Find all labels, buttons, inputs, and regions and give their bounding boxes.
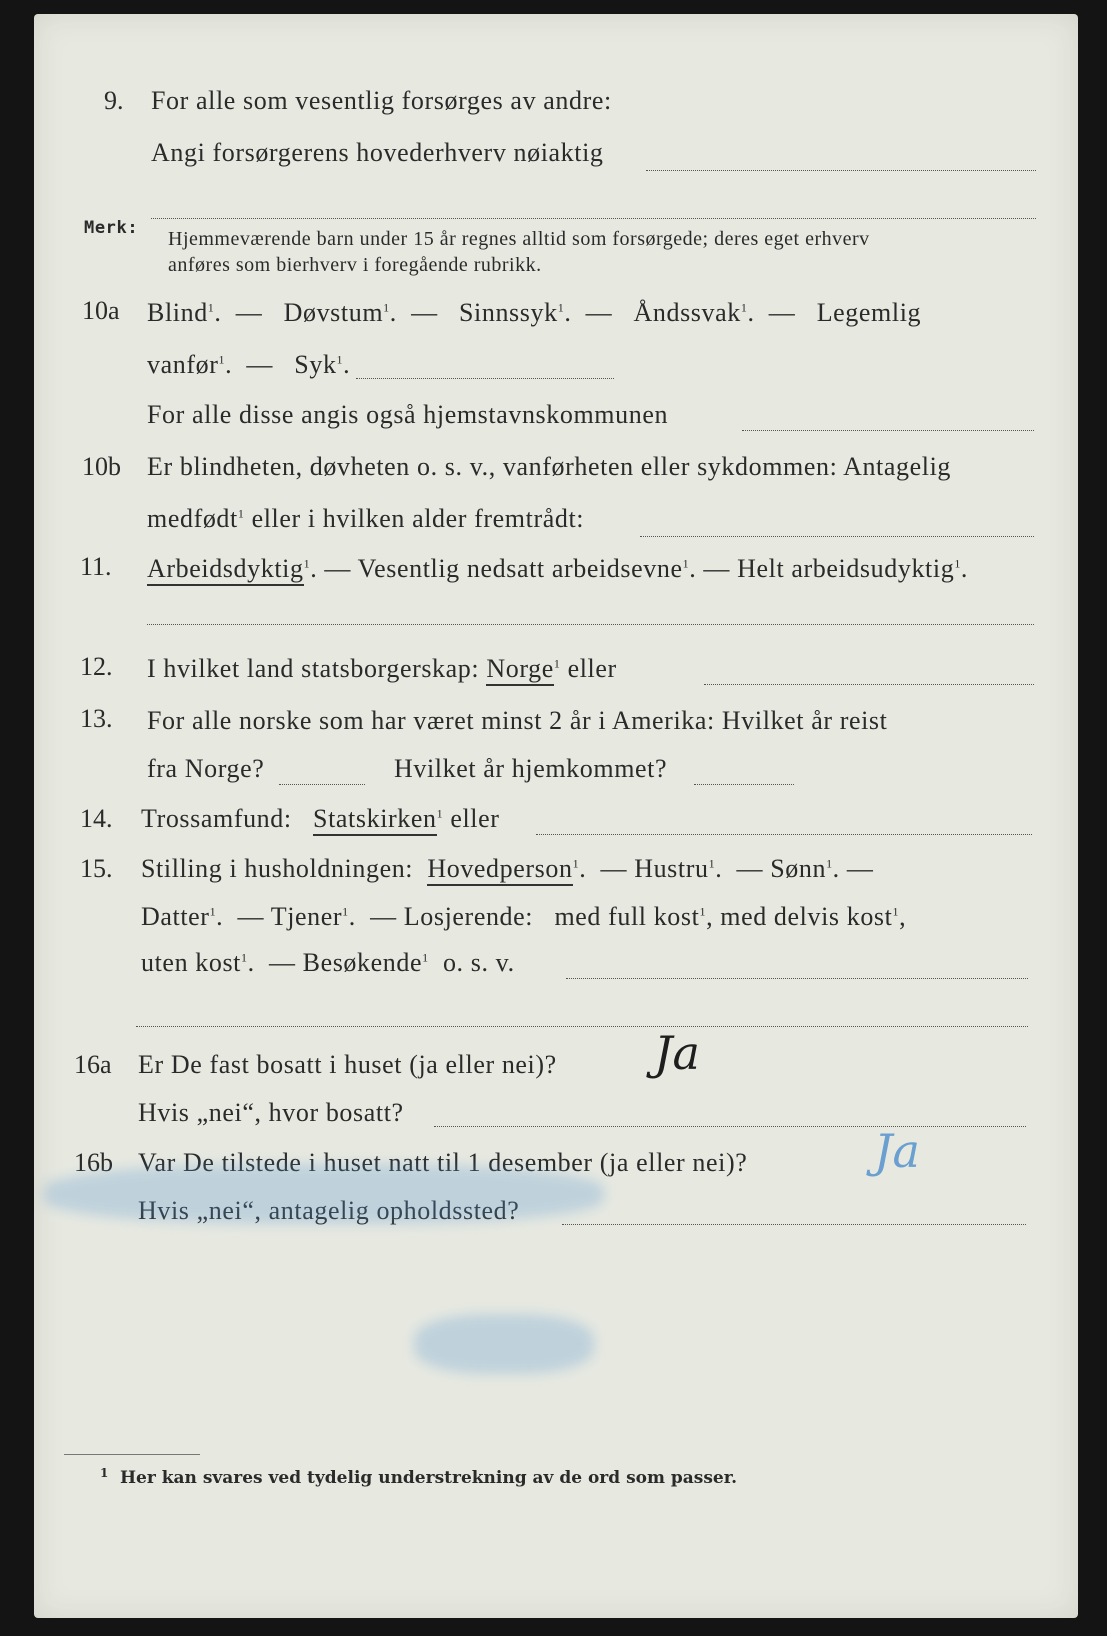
footnote-mark: 1 <box>100 1466 109 1480</box>
opt-sinnssyk[interactable]: Sinnssyk <box>458 298 558 327</box>
q9-line2: Angi forsørgerens hovederhverv nøiaktig <box>151 138 604 167</box>
opt-full-kost[interactable]: med full kost <box>554 902 700 931</box>
opt-hovedperson-underlined[interactable]: Hovedperson <box>427 854 572 886</box>
q13-line1: For alle norske som har været minst 2 år i Amerika: Hvilket år reist <box>147 706 888 735</box>
q16a-number: 16a <box>74 1050 112 1079</box>
q15-line2: Datter$^1$. — Tjener$^1$. — Losjerende: med full kost$^1$, med delvis kost$^1$, <box>141 902 907 931</box>
q13-hjem: Hvilket år hjemkommet? <box>394 754 668 783</box>
q16a-answer-line[interactable] <box>434 1126 1026 1127</box>
q15-line1: Stilling i husholdningen: Hovedperson$^1$. — Hustru$^1$. — Sønn$^1$. — <box>141 854 873 884</box>
q11-answer-line[interactable] <box>147 624 1034 625</box>
opt-medfodt[interactable]: medfødt <box>147 504 238 533</box>
q13-number: 13. <box>80 704 113 733</box>
q15-answer-line-2[interactable] <box>136 1026 1028 1027</box>
q15-osv: o. s. v. <box>442 948 515 977</box>
q13-fra: fra Norge? <box>147 754 265 783</box>
q10b-line1: Er blindheten, døvheten o. s. v., vanførheten eller sykdommen: Antagelig <box>147 452 951 481</box>
q9-answer-line-2[interactable] <box>151 218 1036 219</box>
q14-label: Trossamfund: <box>141 804 292 833</box>
q14-line: Trossamfund: Statskirken$^1$ eller <box>141 804 500 834</box>
census-form-page <box>34 14 1078 1618</box>
ink-stain <box>44 1164 604 1224</box>
q16a-handwritten-answer[interactable]: Ja <box>654 1026 700 1080</box>
opt-legemlig[interactable]: Legemlig <box>816 298 922 327</box>
q12-line: I hvilket land statsborgerskap: Norge$^1$ eller <box>147 654 617 684</box>
q14-eller: eller <box>450 804 500 833</box>
q15-number: 15. <box>80 854 113 883</box>
opt-vanfor[interactable]: vanfør <box>147 350 219 379</box>
opt-helt-arbeidsudyktig[interactable]: — Helt arbeidsudyktig <box>703 554 955 583</box>
q16a-line2: Hvis „nei“, hvor bosatt? <box>138 1098 404 1127</box>
opt-norge-underlined[interactable]: Norge <box>486 654 554 686</box>
opt-dovstum[interactable]: Døvstum <box>283 298 384 327</box>
q15-label: Stilling i husholdningen: <box>141 854 414 883</box>
q16b-answer-line[interactable] <box>562 1224 1026 1225</box>
q16b-line2: Hvis „nei“, antagelig opholdssted? <box>138 1196 520 1225</box>
opt-andssvak[interactable]: Åndssvak <box>633 298 741 327</box>
opt-syk[interactable]: Syk <box>294 350 337 379</box>
opt-blind[interactable]: Blind <box>147 298 208 327</box>
q14-answer-line[interactable] <box>536 834 1032 835</box>
q9-number: 9. <box>104 86 124 115</box>
q11-number: 11. <box>80 552 112 581</box>
q16a-line1: Er De fast bosatt i huset (ja eller nei)? <box>138 1050 557 1079</box>
opt-statskirken-underlined[interactable]: Statskirken <box>313 804 437 836</box>
q12-answer-line[interactable] <box>704 684 1034 685</box>
q10a-line3: For alle disse angis også hjemstavnskommunen <box>147 400 669 429</box>
q12-number: 12. <box>80 652 113 681</box>
q10a-number: 10a <box>82 296 120 325</box>
opt-losjerende: — Losjerende: <box>370 902 534 931</box>
q10b-number: 10b <box>82 452 121 481</box>
q12-eller: eller <box>567 654 617 683</box>
q10a-hjemstavn-answer-line[interactable] <box>742 430 1034 431</box>
opt-vesentlig-nedsatt[interactable]: — Vesentlig nedsatt arbeidsevne <box>324 554 683 583</box>
footnote-rule <box>64 1454 200 1455</box>
opt-sonn[interactable]: — Sønn <box>736 854 827 883</box>
q14-number: 14. <box>80 804 113 833</box>
q10b-answer-line[interactable] <box>640 536 1034 537</box>
ink-stain <box>414 1314 594 1374</box>
q16b-handwritten-answer[interactable]: Ja <box>874 1124 920 1178</box>
q10a-line1: Blind$^1$. — Døvstum$^1$. — Sinnssyk$^1$. — Åndssvak$^1$. — Legemlig <box>147 298 922 327</box>
q16b-line1: Var De tilstede i huset natt til 1 desember (ja eller nei)? <box>138 1148 748 1177</box>
q10b-line2-rest: eller i hvilken alder fremtrådt: <box>251 504 585 533</box>
opt-datter[interactable]: Datter <box>141 902 210 931</box>
opt-arbeidsdyktig-underlined[interactable]: Arbeidsdyktig <box>147 554 304 586</box>
opt-hustru[interactable]: — Hustru <box>600 854 709 883</box>
opt-tjener[interactable]: — Tjener <box>237 902 343 931</box>
opt-besokende[interactable]: — Besøkende <box>268 948 423 977</box>
q10b-line2: medfødt$^1$ eller i hvilken alder fremtrådt: <box>147 504 585 533</box>
q13-fra-answer-line[interactable] <box>279 784 365 785</box>
merk-line2: anføres som bierhverv i foregående rubrikk. <box>168 254 542 276</box>
q9-answer-line[interactable] <box>646 170 1036 171</box>
opt-uten-kost[interactable]: uten kost <box>141 948 242 977</box>
q15-answer-line[interactable] <box>566 978 1028 979</box>
merk-label: Merk: <box>84 218 139 238</box>
q16b-number: 16b <box>74 1148 113 1177</box>
q12-text: I hvilket land statsborgerskap: <box>147 654 480 683</box>
q9-line1: For alle som vesentlig forsørges av andre: <box>151 86 612 115</box>
footnote-text: Her kan svares ved tydelig understrekning av de ord som passer. <box>120 1468 738 1488</box>
q10a-syk-answer-line[interactable] <box>356 378 614 379</box>
q15-dash: . — <box>832 854 874 883</box>
q11-line1: Arbeidsdyktig$^1$. — Vesentlig nedsatt arbeidsevne$^1$. — Helt arbeidsudyktig$^1$. <box>147 554 968 584</box>
q10a-line2: vanfør$^1$. — Syk$^1$. <box>147 350 351 379</box>
q15-line3: uten kost$^1$. — Besøkende$^1$ o. s. v. <box>141 948 515 977</box>
opt-delvis-kost[interactable]: med delvis kost <box>720 902 893 931</box>
merk-line1: Hjemmeværende barn under 15 år regnes alltid som forsørgede; deres eget erhverv <box>168 228 870 250</box>
q13-hjem-answer-line[interactable] <box>694 784 794 785</box>
